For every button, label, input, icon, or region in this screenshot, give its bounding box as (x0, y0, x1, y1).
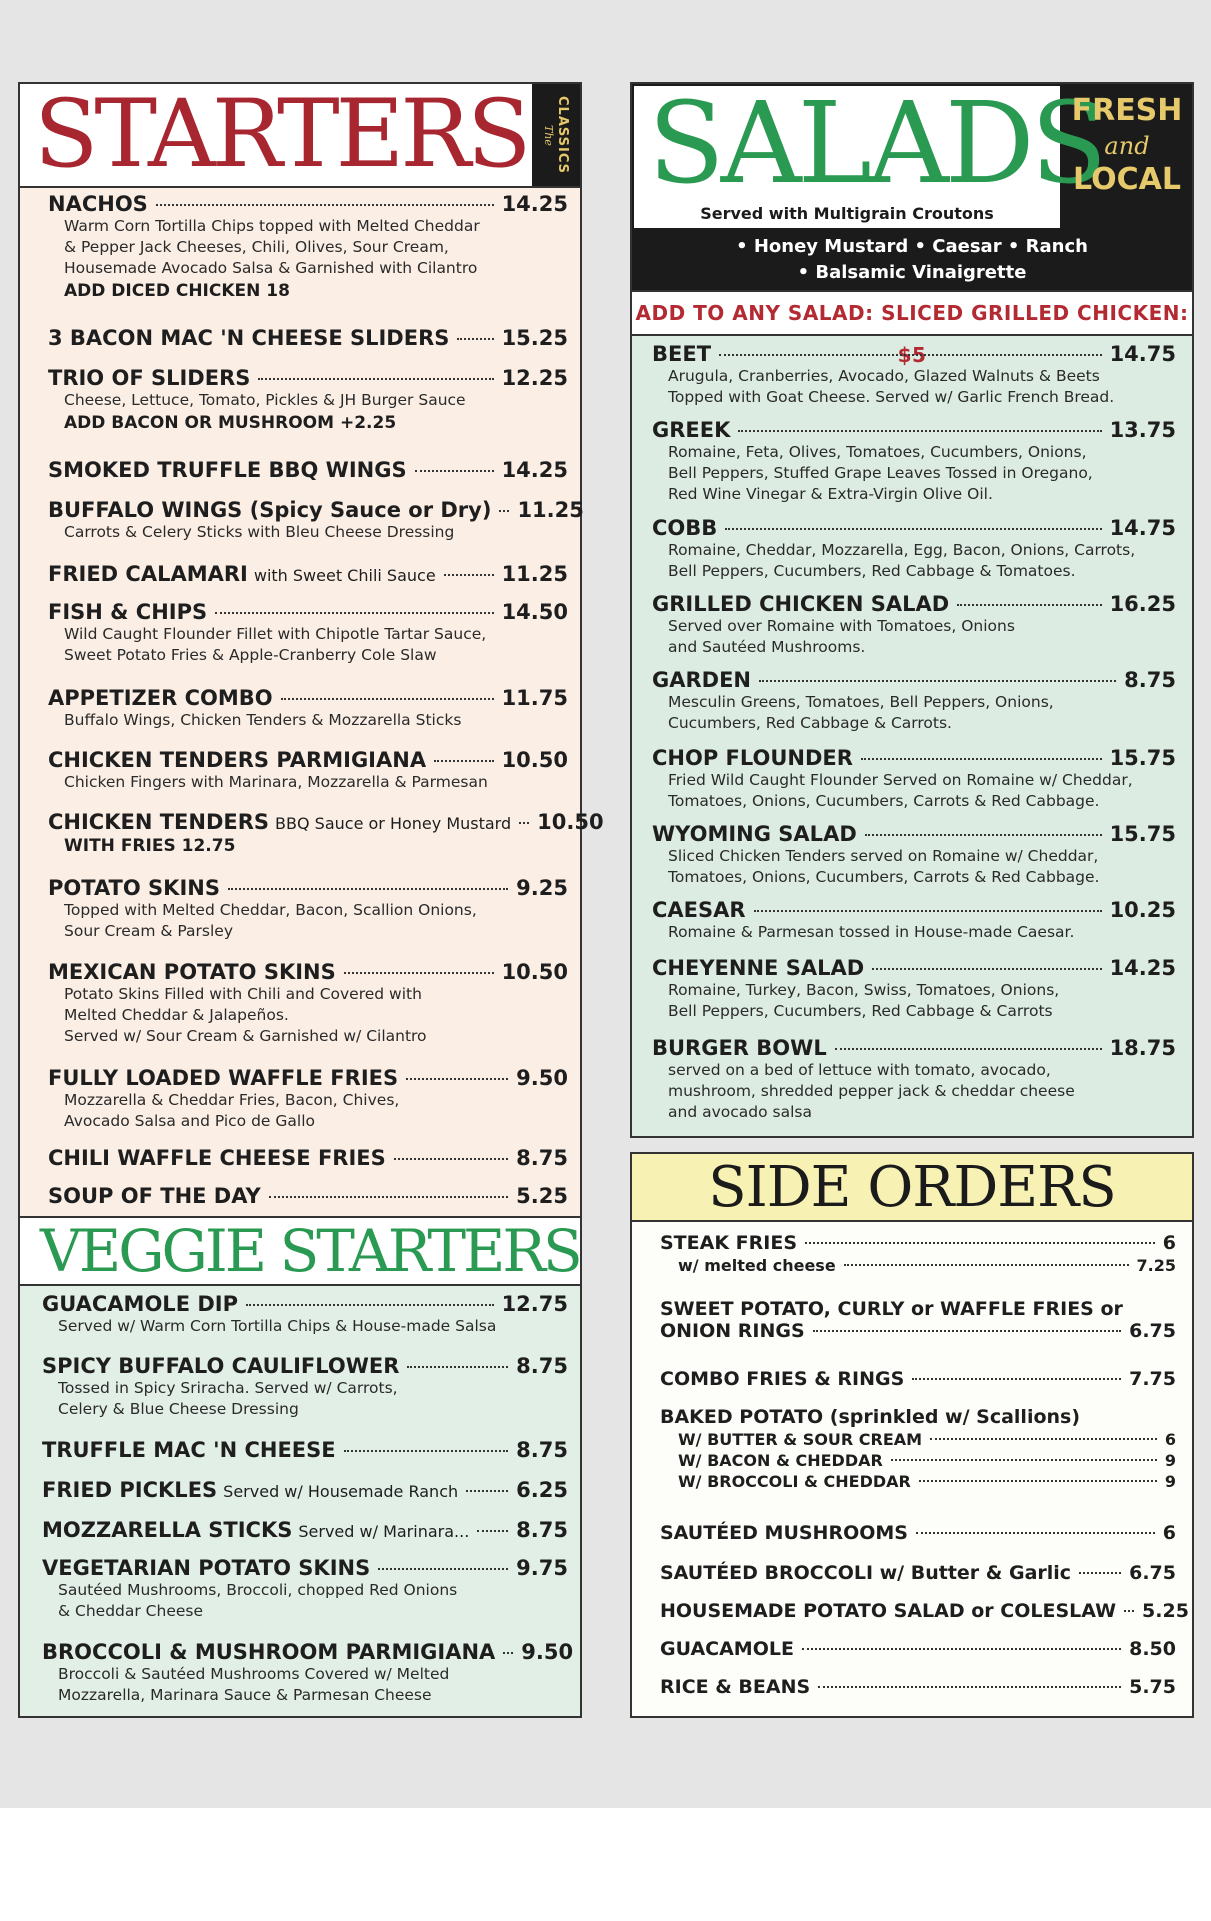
item-row (48, 1066, 568, 1090)
dot-leader (466, 1490, 508, 1492)
dot-leader (503, 1652, 513, 1654)
item-addon: ADD BACON OR MUSHROOM +2.25 (64, 413, 397, 433)
item-description: Topped with Goat Cheese. Served w/ Garlic French Bread. (668, 388, 1115, 406)
salads-section (630, 79, 1194, 1138)
menu-item (652, 342, 1176, 408)
item-price: 15.25 (501, 326, 568, 350)
dot-leader (519, 822, 529, 824)
menu-item (42, 1518, 568, 1542)
item-description: Cucumbers, Red Cabbage & Carrots. (668, 714, 952, 732)
dot-leader (344, 972, 494, 974)
menu-item (48, 960, 568, 1047)
item-row (48, 686, 568, 710)
item-description: Romaine, Turkey, Bacon, Swiss, Tomatoes, Onions, (668, 981, 1060, 999)
item-name: VEGETARIAN POTATO SKINS (42, 1556, 371, 1580)
menu-item (652, 418, 1176, 505)
item-row (652, 592, 1176, 616)
side-item-row (660, 1600, 1189, 1622)
item-description: mushroom, shredded pepper jack & cheddar cheese (668, 1082, 1075, 1100)
item-row (48, 748, 568, 772)
item-price: 8.75 (516, 1146, 568, 1170)
dot-leader (957, 604, 1101, 606)
item-name: BROCCOLI & MUSHROOM PARMIGIANA (42, 1640, 496, 1664)
item-row (48, 498, 584, 522)
veggie-title: VEGGIE STARTERS (40, 1217, 580, 1285)
menu-item (652, 668, 1176, 734)
item-name: APPETIZER COMBO (48, 686, 273, 710)
item-name: FRIED CALAMARI (48, 562, 248, 586)
dot-leader (754, 910, 1102, 912)
side-item-variant (660, 1430, 1176, 1449)
dot-leader (215, 612, 493, 614)
item-price: 14.25 (501, 192, 568, 216)
item-description: Mozzarella, Marinara Sauce & Parmesan Cheese (58, 1686, 432, 1704)
item-description: Sliced Chicken Tenders served on Romaine w/ Cheddar, (668, 847, 1099, 865)
item-description: Served w/ Sour Cream & Garnished w/ Cilantro (64, 1027, 427, 1045)
item-price: 14.25 (501, 458, 568, 482)
dot-leader (457, 338, 493, 340)
side-item-variant (660, 1451, 1176, 1470)
dot-leader (394, 1158, 508, 1160)
item-price: 9.50 (521, 1640, 574, 1664)
menu-item (652, 898, 1176, 943)
sides-header (632, 1154, 1192, 1222)
dot-leader (407, 1366, 508, 1368)
dot-leader (156, 204, 494, 206)
side-item-row (660, 1232, 1176, 1254)
item-price: 12.25 (501, 366, 568, 390)
item-description: Potato Skins Filled with Chili and Covered with (64, 985, 422, 1003)
item-description: Celery & Blue Cheese Dressing (58, 1400, 299, 1418)
dot-leader (912, 1378, 1121, 1380)
dot-leader (813, 1330, 1121, 1332)
item-row (48, 366, 568, 390)
salads-header (632, 79, 1192, 290)
item-row (48, 810, 604, 834)
item-row (42, 1354, 568, 1378)
dot-leader (818, 1686, 1121, 1688)
item-description: Served over Romaine with Tomatoes, Onions (668, 617, 1015, 635)
item-description: Sour Cream & Parsley (64, 922, 233, 940)
item-name: MEXICAN POTATO SKINS (48, 960, 336, 984)
item-name: CAESAR (652, 898, 746, 922)
item-description: Broccoli & Sautéed Mushrooms Covered w/ Melted (58, 1665, 450, 1683)
dot-leader (281, 698, 494, 700)
side-item-price: 6 (1162, 1232, 1176, 1254)
item-price: 9.50 (516, 1066, 568, 1090)
item-description: Romaine & Parmesan tossed in House-made Caesar. (668, 923, 1075, 941)
dot-leader (844, 1264, 1129, 1266)
dot-leader (835, 1048, 1102, 1050)
item-price: 9.25 (516, 876, 568, 900)
variant-price: 9 (1164, 1451, 1176, 1470)
item-price: 10.50 (537, 810, 604, 834)
menu-item (42, 1354, 568, 1420)
menu-item (48, 458, 568, 482)
side-item-price: 6.75 (1129, 1562, 1176, 1584)
item-description: Buffalo Wings, Chicken Tenders & Mozzarella Sticks (64, 711, 462, 729)
menu-item (48, 600, 568, 666)
and-word: and (1104, 132, 1150, 160)
menu-item (48, 1146, 568, 1170)
item-name: TRIO OF SLIDERS (48, 366, 251, 390)
item-description: & Cheddar Cheese (58, 1602, 204, 1620)
variant-price: 6 (1164, 1430, 1176, 1449)
item-price: 10.50 (501, 748, 568, 772)
item-description: Bell Peppers, Cucumbers, Red Cabbage & Carrots (668, 1002, 1053, 1020)
side-item-name: SAUTÉED BROCCOLI w/ Butter & Garlic (660, 1562, 1072, 1584)
side-item-row (660, 1522, 1176, 1544)
dot-leader (258, 378, 493, 380)
item-description: Chicken Fingers with Marinara, Mozzarella & Parmesan (64, 773, 488, 791)
item-price: 8.75 (1124, 668, 1176, 692)
item-name: SPICY BUFFALO CAULIFLOWER (42, 1354, 400, 1378)
item-description: and Sautéed Mushrooms. (668, 638, 866, 656)
item-row (48, 1184, 568, 1208)
menu-item (652, 956, 1176, 1022)
variant-price: 9 (1164, 1472, 1176, 1491)
item-row (42, 1640, 574, 1664)
item-name: TRUFFLE MAC 'N CHEESE (42, 1438, 336, 1462)
item-name: FISH & CHIPS (48, 600, 208, 624)
side-item (660, 1638, 1176, 1660)
menu-item (48, 498, 584, 543)
item-name: MOZZARELLA STICKS (42, 1518, 293, 1542)
salads-title-box (634, 79, 1104, 228)
menu-item (42, 1438, 568, 1462)
salads-title: SALADS (648, 79, 1104, 209)
salad-addon-banner: ADD TO ANY SALAD: SLICED GRILLED CHICKEN: $5 (632, 290, 1192, 336)
menu-item (48, 562, 568, 586)
fresh-local-badge (1062, 94, 1192, 197)
dot-leader (228, 888, 508, 890)
item-description: Avocado Salsa and Pico de Gallo (64, 1112, 316, 1130)
item-price: 13.75 (1109, 418, 1176, 442)
item-row (652, 898, 1176, 922)
fresh-word: FRESH (1071, 93, 1183, 128)
side-item (660, 1676, 1176, 1698)
dot-leader (759, 680, 1116, 682)
menu-item (48, 748, 568, 793)
item-addon: WITH FRIES 12.75 (64, 836, 236, 856)
item-description: Tomatoes, Onions, Cucumbers, Carrots & Red Cabbage. (668, 868, 1100, 886)
side-item-name-line: ONION RINGS (660, 1320, 805, 1342)
menu-item (652, 592, 1176, 658)
item-row (652, 822, 1176, 846)
item-name: SMOKED TRUFFLE BBQ WINGS (48, 458, 407, 482)
dot-leader (872, 968, 1101, 970)
side-item (660, 1406, 1176, 1491)
menu-item (48, 1184, 568, 1208)
dot-leader (719, 354, 1102, 356)
item-name: BEET (652, 342, 712, 366)
side-item (660, 1522, 1176, 1544)
item-inline-note: BBQ Sauce or Honey Mustard (275, 814, 512, 833)
menu-item (48, 810, 604, 856)
side-item (660, 1368, 1176, 1390)
item-row (652, 342, 1176, 366)
menu-item (48, 326, 568, 350)
variant-name: W/ BROCCOLI & CHEDDAR (678, 1472, 911, 1491)
side-item-price: 6 (1162, 1522, 1176, 1544)
side-item (660, 1298, 1176, 1342)
dot-leader (919, 1480, 1157, 1482)
item-price: 8.75 (516, 1518, 568, 1542)
item-description: Tossed in Spicy Sriracha. Served w/ Carrots, (58, 1379, 398, 1397)
item-price: 12.75 (501, 1292, 568, 1316)
dot-leader (378, 1568, 508, 1570)
side-item-row (660, 1320, 1176, 1342)
side-item-name: SAUTÉED MUSHROOMS (660, 1522, 908, 1544)
item-description: Warm Corn Tortilla Chips topped with Melted Cheddar (64, 217, 480, 235)
item-price: 16.25 (1109, 592, 1176, 616)
dot-leader (802, 1648, 1121, 1650)
item-row (42, 1292, 568, 1316)
item-name: FULLY LOADED WAFFLE FRIES (48, 1066, 399, 1090)
item-row (48, 1146, 568, 1170)
item-price: 9.75 (516, 1556, 568, 1580)
item-row (652, 516, 1176, 540)
menu-item (42, 1640, 574, 1706)
item-name: WYOMING SALAD (652, 822, 857, 846)
menu-item (652, 746, 1176, 812)
dot-leader (269, 1196, 508, 1198)
item-price: 11.75 (501, 686, 568, 710)
dot-leader (434, 760, 493, 762)
dot-leader (499, 510, 509, 512)
item-price: 11.25 (517, 498, 584, 522)
item-price: 14.75 (1109, 516, 1176, 540)
item-description: Tomatoes, Onions, Cucumbers, Carrots & Red Cabbage. (668, 792, 1100, 810)
item-price: 15.75 (1109, 746, 1176, 770)
menu-item (48, 366, 568, 433)
dressing-line-2: • Balsamic Vinaigrette (797, 262, 1027, 283)
menu-item (48, 1066, 568, 1132)
side-item-name: GUACAMOLE (660, 1638, 794, 1660)
dot-leader (444, 574, 494, 576)
item-row (42, 1478, 568, 1502)
dot-leader (415, 470, 494, 472)
item-row (652, 418, 1176, 442)
dot-leader (891, 1459, 1157, 1461)
item-description: Melted Cheddar & Jalapeños. (64, 1006, 289, 1024)
dot-leader (406, 1078, 508, 1080)
classics-tab-label: CLASSICS (555, 95, 570, 174)
dot-leader (1124, 1610, 1134, 1612)
item-name: GRILLED CHICKEN SALAD (652, 592, 950, 616)
item-inline-note: with Sweet Chili Sauce (253, 566, 436, 585)
item-description: & Pepper Jack Cheeses, Chili, Olives, Sour Cream, (64, 238, 449, 256)
side-orders-section (630, 1152, 1194, 1718)
item-price: 5.25 (516, 1184, 568, 1208)
menu-item (42, 1292, 568, 1337)
item-row (652, 1036, 1176, 1060)
side-item (660, 1562, 1176, 1584)
item-name: CHEYENNE SALAD (652, 956, 865, 980)
item-name: POTATO SKINS (48, 876, 220, 900)
item-price: 8.75 (516, 1354, 568, 1378)
dot-leader (738, 430, 1101, 432)
dot-leader (477, 1530, 508, 1532)
item-row (42, 1556, 568, 1580)
side-item (660, 1232, 1176, 1275)
side-item-row (660, 1562, 1176, 1584)
item-row (48, 326, 568, 350)
item-row (652, 956, 1176, 980)
side-item (660, 1600, 1189, 1622)
item-description: served on a bed of lettuce with tomato, avocado, (668, 1061, 1051, 1079)
variant-name: W/ BUTTER & SOUR CREAM (678, 1430, 923, 1449)
side-item-name: BAKED POTATO (sprinkled w/ Scallions) (660, 1406, 1081, 1428)
salads-subtitle: Served with Multigrain Croutons (700, 204, 994, 223)
item-price: 11.25 (501, 562, 568, 586)
item-name: GREEK (652, 418, 731, 442)
classics-tab-small: The (542, 124, 555, 146)
item-price: 10.25 (1109, 898, 1176, 922)
item-name: BUFFALO WINGS (Spicy Sauce or Dry) (48, 498, 492, 522)
item-price: 15.75 (1109, 822, 1176, 846)
item-row (48, 600, 568, 624)
starters-title: STARTERS (34, 80, 528, 189)
item-price: 8.75 (516, 1438, 568, 1462)
veggie-starters-section (18, 1216, 582, 1718)
dot-leader (344, 1450, 509, 1452)
side-item-name: STEAK FRIES (660, 1232, 798, 1254)
menu-item (652, 1036, 1176, 1123)
item-description: Romaine, Cheddar, Mozzarella, Egg, Bacon, Onions, Carrots, (668, 541, 1136, 559)
item-description: Topped with Melted Cheddar, Bacon, Scallion Onions, (64, 901, 477, 919)
item-description: Sautéed Mushrooms, Broccoli, chopped Red Onions (58, 1581, 458, 1599)
side-item-name: RICE & BEANS (660, 1676, 811, 1698)
classics-tab (532, 84, 580, 186)
item-price: 10.50 (501, 960, 568, 984)
starters-header (20, 80, 580, 189)
item-row (42, 1518, 568, 1542)
item-addon: ADD DICED CHICKEN 18 (64, 281, 290, 301)
side-item-row (660, 1676, 1176, 1698)
item-description: Romaine, Feta, Olives, Tomatoes, Cucumbers, Onions, (668, 443, 1087, 461)
item-price: 14.25 (1109, 956, 1176, 980)
item-name: 3 BACON MAC 'N CHEESE SLIDERS (48, 326, 450, 350)
item-description: Fried Wild Caught Flounder Served on Romaine w/ Cheddar, (668, 771, 1133, 789)
dot-leader (1079, 1572, 1121, 1574)
item-row (48, 458, 568, 482)
dot-leader (916, 1532, 1155, 1534)
item-name: COBB (652, 516, 718, 540)
item-price: 14.75 (1109, 342, 1176, 366)
side-item-price: 5.25 (1142, 1600, 1189, 1622)
item-row (42, 1438, 568, 1462)
side-item-price: 7.75 (1129, 1368, 1176, 1390)
item-description: Mesculin Greens, Tomatoes, Bell Peppers, Onions, (668, 693, 1054, 711)
item-inline-note: Served w/ Housemade Ranch (223, 1482, 459, 1501)
side-item-price: 5.75 (1129, 1676, 1176, 1698)
dressing-options (632, 234, 1192, 286)
item-row (652, 746, 1176, 770)
item-price: 14.50 (501, 600, 568, 624)
side-item-row (660, 1406, 1176, 1428)
item-description: Arugula, Cranberries, Avocado, Glazed Walnuts & Beets (668, 367, 1100, 385)
side-item-price: 6.75 (1129, 1320, 1176, 1342)
item-inline-note: Served w/ Marinara... (298, 1522, 470, 1541)
item-name: CHOP FLOUNDER (652, 746, 853, 770)
menu-item (652, 822, 1176, 888)
menu-item (42, 1556, 568, 1622)
item-description: Wild Caught Flounder Fillet with Chipotle Tartar Sauce, (64, 625, 487, 643)
item-name: CHILI WAFFLE CHEESE FRIES (48, 1146, 386, 1170)
item-row (48, 562, 568, 586)
item-description: Carrots & Celery Sticks with Bleu Cheese Dressing (64, 523, 455, 541)
side-item-variant (660, 1472, 1176, 1491)
dressing-line-1: • Honey Mustard • Caesar • Ranch (736, 236, 1088, 257)
item-name: GARDEN (652, 668, 752, 692)
item-name: SOUP OF THE DAY (48, 1184, 261, 1208)
veggie-header (20, 1218, 580, 1286)
variant-name: w/ melted cheese (678, 1256, 836, 1275)
side-item-variant (660, 1256, 1176, 1275)
menu-item (48, 192, 568, 301)
item-name: CHICKEN TENDERS PARMIGIANA (48, 748, 427, 772)
item-name: GUACAMOLE DIP (42, 1292, 238, 1316)
local-word: LOCAL (1073, 162, 1181, 197)
dot-leader (725, 528, 1101, 530)
menu-item (42, 1478, 568, 1502)
starters-section (18, 80, 604, 1218)
item-description: Housemade Avocado Salsa & Garnished with Cilantro (64, 259, 478, 277)
dot-leader (805, 1242, 1155, 1244)
item-name: BURGER BOWL (652, 1036, 827, 1060)
item-row (652, 668, 1176, 692)
item-description: Bell Peppers, Stuffed Grape Leaves Tossed in Oregano, (668, 464, 1093, 482)
side-item-row (660, 1368, 1176, 1390)
item-name: FRIED PICKLES (42, 1478, 218, 1502)
item-description: and avocado salsa (668, 1103, 812, 1121)
item-name: NACHOS (48, 192, 148, 216)
item-description: Cheese, Lettuce, Tomato, Pickles & JH Burger Sauce (64, 391, 466, 409)
dot-leader (246, 1304, 494, 1306)
item-name: CHICKEN TENDERS (48, 810, 270, 834)
side-item-name: HOUSEMADE POTATO SALAD or COLESLAW (660, 1600, 1117, 1622)
item-description: Red Wine Vinegar & Extra-Virgin Olive Oil. (668, 485, 993, 503)
variant-price: 7.25 (1136, 1256, 1176, 1275)
side-item-name-line: SWEET POTATO, CURLY or WAFFLE FRIES or (660, 1298, 1123, 1320)
dot-leader (930, 1438, 1157, 1440)
menu-item (48, 686, 568, 731)
variant-name: W/ BACON & CHEDDAR (678, 1451, 883, 1470)
item-price: 6.25 (516, 1478, 568, 1502)
side-item-name: COMBO FRIES & RINGS (660, 1368, 905, 1390)
dot-leader (865, 834, 1102, 836)
item-description: Mozzarella & Cheddar Fries, Bacon, Chives, (64, 1091, 400, 1109)
menu-item (48, 876, 568, 942)
item-description: Served w/ Warm Corn Tortilla Chips & House-made Salsa (58, 1317, 497, 1335)
side-item-row (660, 1638, 1176, 1660)
menu-item (652, 516, 1176, 582)
side-item-price: 8.50 (1129, 1638, 1176, 1660)
item-description: Bell Peppers, Cucumbers, Red Cabbage & Tomatoes. (668, 562, 1076, 580)
item-row (48, 876, 568, 900)
item-row (48, 192, 568, 216)
item-row (48, 960, 568, 984)
item-price: 18.75 (1109, 1036, 1176, 1060)
sides-title: SIDE ORDERS (708, 1155, 1116, 1220)
dot-leader (861, 758, 1102, 760)
item-description: Sweet Potato Fries & Apple-Cranberry Cole Slaw (64, 646, 437, 664)
